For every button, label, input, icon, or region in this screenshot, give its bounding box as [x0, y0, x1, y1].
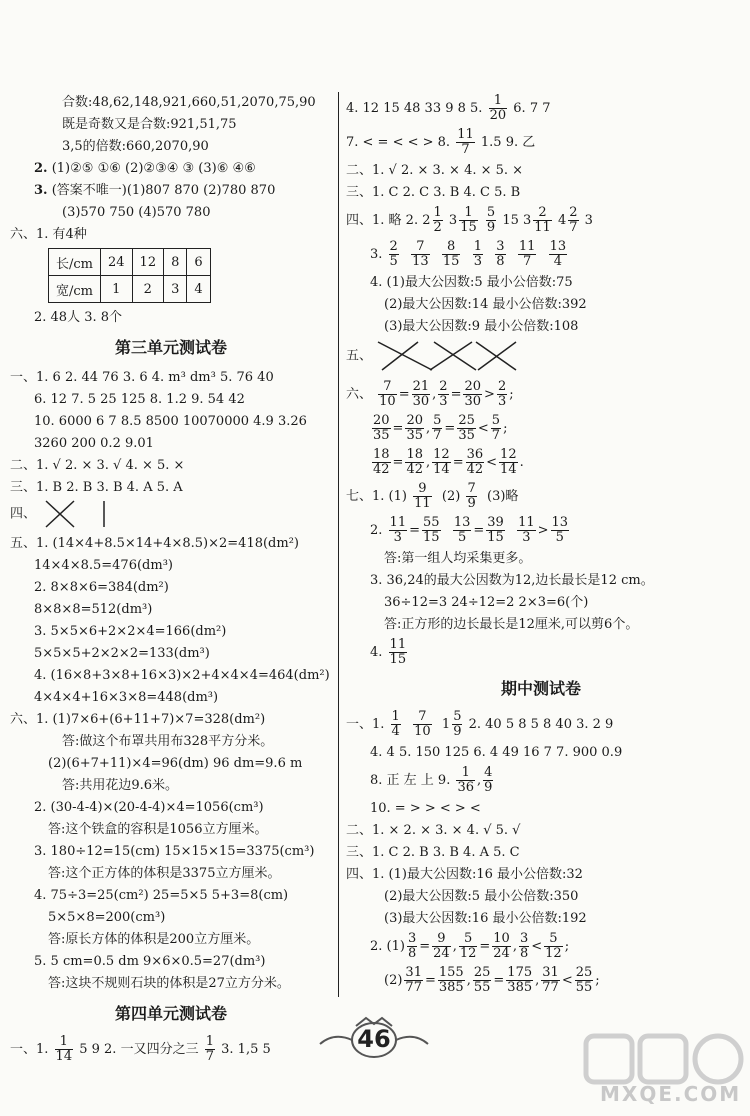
answer-line: 3,5的倍数:660,2070,90: [62, 139, 209, 154]
unit3-title: 第三单元测试卷: [114, 338, 227, 357]
answer-line: 10. = > > < > <: [370, 801, 481, 816]
answer-line: 4×4×4+16×3×8=448(dm³): [34, 690, 219, 705]
answer-line: 7. < = < < > 8. $\frac{11}{7}$ 1.5 9. 乙: [346, 127, 536, 157]
left-column: [10, 92, 332, 1067]
answer-line: 14×4×8.5=476(dm³): [34, 558, 173, 573]
answer-line: 答:正方形的边长最长是12厘米,可以剪6个。: [384, 617, 639, 632]
table-cell: 长/cm: [49, 249, 101, 276]
table-cell: 12: [132, 249, 164, 276]
answer-line: 四、: [10, 499, 332, 533]
answer-line: (2)(6+7+11)×4=96(dm) 96 dm=9.6 m: [48, 756, 303, 771]
answer-line: 五、1. (14×4+8.5×14+4×8.5)×2=418(dm²): [10, 536, 299, 551]
compare-row: (2) $\frac{31}{77}$ = $\frac{155}{385}$ , $\frac{25}{55}$ = $\frac{175}{385}$ , $\frac{31}{77}$ < $\frac{25}{55}$ ;: [384, 965, 600, 995]
answer-line: 2. (1)②⑤ ①⑥ (2)②③④ ③ (3)⑥ ④⑥: [34, 161, 256, 176]
answer-line: 答:这个正方体的体积是3375立方厘米。: [48, 866, 281, 881]
column-divider: [338, 92, 339, 997]
answer-line: 三、1. C 2. B 3. B 4. A 5. C: [346, 845, 520, 860]
answer-line: 三、1. B 2. B 3. B 4. A 5. A: [10, 480, 183, 495]
compare-row: $\frac{18}{42}$ = $\frac{18}{42}$ , $\frac{12}{14}$ = $\frac{36}{42}$ < $\frac{12}{14}$ .: [373, 447, 524, 477]
table-cell: 3: [164, 276, 187, 303]
answer-line: 4. 75÷3=25(cm²) 25=5×5 5+3=8(cm): [34, 888, 289, 903]
table-cell: 宽/cm: [49, 276, 101, 303]
answer-line: 5. 5 cm=0.5 dm 9×6×0.5=27(dm³): [34, 954, 266, 969]
answer-line: 二、1. √ 2. × 3. √ 4. × 5. ×: [10, 458, 185, 473]
answer-line: 8×8×8=512(dm³): [34, 602, 153, 617]
answer-line: 5×5×5+2×2×2=133(dm³): [34, 646, 210, 661]
length-width-table: [48, 248, 211, 303]
answer-line: 4. 4 5. 150 125 6. 4 49 16 7 7. 900 0.9: [370, 745, 623, 760]
compare-row: $\frac{20}{35}$ = $\frac{20}{35}$ , $\frac{5}{7}$ = $\frac{25}{35}$ < $\frac{5}{7}$ ;: [373, 413, 508, 443]
table-cell: 6: [187, 249, 210, 276]
answer-line: 4. (16×8+3×8+16×3)×2+4×4×4=464(dm²): [34, 668, 330, 683]
answer-line: 二、1. × 2. × 3. × 4. √ 5. √: [346, 823, 521, 838]
answer-line: 答:共用花边9.6米。: [62, 778, 179, 793]
answer-line: 5×5×8=200(cm³): [48, 910, 166, 925]
compare-row: 六、 $\frac{7}{10}$ = $\frac{21}{30}$ , $\frac{2}{3}$ = $\frac{20}{30}$ > $\frac{2}{3}$ ;: [346, 379, 514, 409]
matching-lines-diagram: [376, 338, 526, 374]
answer-line: 四、1. (1)最大公因数:16 最小公倍数:32: [346, 867, 583, 882]
answer-line: 答:做这个布罩共用布328平方分米。: [62, 734, 274, 749]
answer-line: 答:这块不规则石块的体积是27立方分米。: [48, 976, 290, 991]
table-row: [49, 276, 211, 303]
answer-line: 一、1. $\frac{1}{14}$ 5 9 2. 一又四分之三 $\frac{1}{7}$ 3. 1,5 5: [10, 1034, 271, 1064]
answer-line: 六、1. 有4种: [10, 227, 87, 242]
compare-row: 2. (1) $\frac{3}{8}$ = $\frac{9}{24}$ , $\frac{5}{12}$ = $\frac{10}{24}$ , $\frac{3}{8}$ < $\frac{5}{12}$ ;: [370, 931, 570, 961]
table-cell: 24: [101, 249, 133, 276]
answer-line: 2. $\frac{11}{3}$ = $\frac{55}{15}$ $\frac{13}{5}$ = $\frac{39}{15}$ $\frac{11}{3}$ > $\frac{13}{5}$: [370, 515, 569, 545]
answer-line: 一、1. $\frac{1}{4}$ $\frac{7}{10}$ 1 $\frac{5}{9}$ 2. 40 5 8 5 8 40 3. 2 9: [346, 709, 614, 739]
table-cell: 8: [164, 249, 187, 276]
midterm-title: 期中测试卷: [500, 679, 581, 698]
answer-line: 2. 48人 3. 8个: [34, 310, 123, 325]
answer-line: 答:第一组人均采集更多。: [384, 551, 532, 566]
answer-line: 四、1. 略 2. 2 $\frac{1}{2}$ 3 $\frac{1}{15}$ $\frac{5}{9}$ 15 3 $\frac{2}{11}$ 4 $\frac{2}{7}$ 3: [346, 205, 593, 235]
answer-line: 既是奇数又是合数:921,51,75: [62, 117, 237, 132]
unit4-title: 第四单元测试卷: [114, 1004, 227, 1023]
answer-line: 6. 12 7. 5 25 125 8. 1.2 9. 54 42: [34, 392, 245, 407]
answer-line: (2)最大公因数:5 最小公倍数:350: [384, 889, 579, 904]
answer-line: 六、1. (1)7×6+(6+11+7)×7=328(dm²): [10, 712, 266, 727]
answer-line: 2. 8×8×6=384(dm²): [34, 580, 169, 595]
answer-line: 二、1. √ 2. × 3. × 4. × 5. ×: [346, 163, 524, 178]
matching-lines-diagram: [40, 499, 130, 529]
table-row: [49, 249, 211, 276]
answer-line: 3. 5×5×6+2×2×4=166(dm²): [34, 624, 227, 639]
answer-line: 一、1. 6 2. 44 76 3. 6 4. m³ dm³ 5. 76 40: [10, 370, 274, 385]
answer-line: (3)570 750 (4)570 780: [62, 205, 211, 220]
answer-line: 合数:48,62,148,921,660,51,2070,75,90: [62, 95, 316, 110]
answer-line: 三、1. C 2. C 3. B 4. C 5. B: [346, 185, 521, 200]
answer-line: (3)最大公因数:16 最小公倍数:192: [384, 911, 587, 926]
answer-line: 3260 200 0.2 9.01: [34, 436, 154, 451]
page-number-badge: [316, 1014, 432, 1064]
answer-line: (3)最大公因数:9 最小公倍数:108: [384, 319, 579, 334]
answer-line: 36÷12=3 24÷12=2 2×3=6(个): [384, 595, 589, 610]
right-column: [346, 92, 736, 998]
answer-line: 3. 36,24的最大公因数为12,边长最长是12 cm。: [370, 573, 654, 588]
table-cell: 4: [187, 276, 210, 303]
answer-line: 10. 6000 6 7 8.5 8500 10070000 4.9 3.26: [34, 414, 307, 429]
page-number: 46: [357, 1025, 391, 1053]
answer-line: (2)最大公因数:14 最小公倍数:392: [384, 297, 587, 312]
answer-line: 3. 180÷12=15(cm) 15×15×15=3375(cm³): [34, 844, 315, 859]
answer-line: 七、1. (1) $\frac{9}{11}$ (2) $\frac{7}{9}$ (3)略: [346, 481, 519, 511]
answer-line: 3. (答案不唯一)(1)807 870 (2)780 870: [34, 183, 276, 198]
answer-line: 五、: [346, 338, 736, 378]
answer-line: 4. 12 15 48 33 9 8 5. $\frac{1}{20}$ 6. 7 7: [346, 93, 551, 123]
answer-line: 4. (1)最大公因数:5 最小公倍数:75: [370, 275, 573, 290]
answer-line: 8. 正 左 上 9. $\frac{1}{36}$ , $\frac{4}{9}$: [370, 765, 493, 795]
answer-line: 答:这个铁盒的容积是1056立方厘米。: [48, 822, 268, 837]
watermark-text: MXQE.COM: [600, 1082, 742, 1106]
table-cell: 2: [132, 276, 164, 303]
answer-line: 答:原长方体的体积是200立方厘米。: [48, 932, 260, 947]
answer-line: 4. $\frac{11}{15}$: [370, 637, 407, 667]
table-cell: 1: [101, 276, 133, 303]
answer-line: 2. (30-4-4)×(20-4-4)×4=1056(cm³): [34, 800, 264, 815]
answer-line: 3. $\frac{2}{5}$ $\frac{7}{13}$ $\frac{8}{15}$ $\frac{1}{3}$ $\frac{3}{8}$ $\frac{11}{7}$ $\frac{13}{4}$: [370, 239, 567, 269]
